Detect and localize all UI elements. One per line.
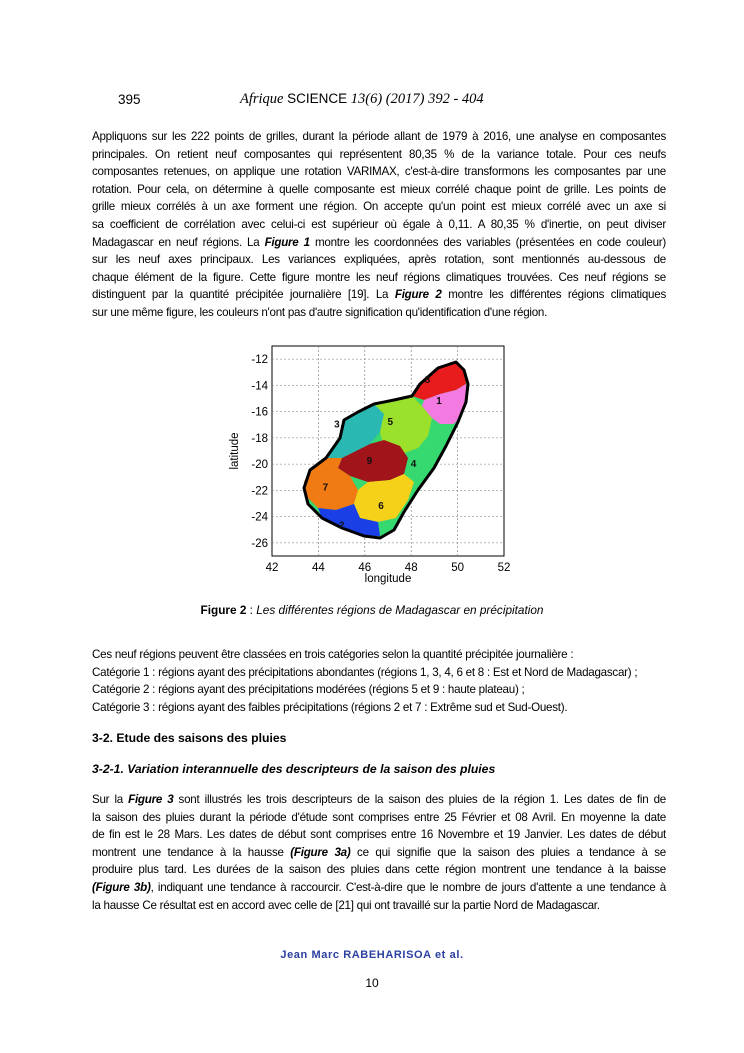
category-3: Catégorie 3 : régions ayant des faibles précipitations (régions 2 et 7 : Extrême sud et Sud-Ouest). — [92, 700, 568, 714]
x-tick-label: 42 — [265, 562, 279, 574]
region-label-6: 6 — [378, 500, 384, 512]
text-line: Appliquons sur les 222 points de grilles, durant la période allant de 1979 à 2016, une analyse en composantes — [92, 130, 666, 143]
section-heading: 3-2. Etude des saisons des pluies — [92, 731, 287, 745]
x-tick-label: 52 — [497, 562, 511, 574]
y-tick-label: -26 — [251, 537, 268, 550]
footer-page-number: 10 — [365, 976, 379, 990]
categories-list — [92, 646, 666, 716]
x-tick-label: 44 — [312, 562, 325, 574]
subsection-heading: 3-2-1. Variation interannuelle des descripteurs de la saison des pluies — [92, 762, 496, 776]
region-label-9: 9 — [366, 456, 373, 468]
figure-1-ref: Figure 1 — [264, 235, 310, 249]
y-tick-label: -16 — [251, 406, 268, 419]
text-line: chaque élément de la figure. Cette figure montre les neuf régions climatiques trouvées. Ces neuf régions se — [92, 270, 666, 284]
text-line: Madagascar en neuf régions. La Figure 1 montre les coordonnées des variables (présentées en code couleur) — [92, 235, 666, 249]
figure-caption: Figure 2 : Les différentes régions de Madagascar en précipitation — [200, 603, 544, 617]
text-line: sur les neuf axes principaux. Les variances expliquées, après rotation, sont mentionnés au-dessous de — [92, 253, 666, 267]
text-line: sa coefficient de corrélation avec celui-ci est supérieur où égale à 0,11. A 80,35 % d'inertie, on peut diviser — [92, 217, 666, 231]
region-label-1: 1 — [436, 395, 442, 407]
journal-name-italic: Afrique — [240, 91, 284, 107]
text-line: rotation. Pour cela, on détermine à quelle composante est mieux corrélé chaque point de grille. Les points de — [92, 182, 666, 196]
y-tick-label: -22 — [251, 485, 268, 498]
x-tick-label: 46 — [358, 562, 372, 574]
paragraph-intro — [92, 128, 666, 322]
category-1: Catégorie 1 : régions ayant des précipitations abondantes (régions 1, 3, 4, 6 et 8 : Est et Nord de Madagascar) ; — [92, 665, 638, 679]
categories-intro: Ces neuf régions peuvent être classées en trois catégories selon la quantité précipitée journalière : — [92, 648, 574, 661]
page-number: 395 — [118, 92, 141, 107]
y-tick-labels — [251, 354, 268, 550]
region-label-8: 8 — [424, 374, 431, 386]
figure-3b-ref: (Figure 3b) — [92, 880, 151, 894]
y-tick-label: -12 — [251, 354, 268, 367]
text-line: produire plus tard. Les durées de la saison des pluies dans cette région montrent une tendance à la baisse — [92, 863, 666, 877]
x-tick-label: 50 — [451, 562, 464, 574]
y-tick-label: -14 — [251, 380, 268, 393]
caption-label: Figure 2 — [200, 603, 247, 617]
x-axis-label: longitude — [364, 573, 412, 585]
text-line: grille mieux corrélés à un axe forment une région. On accepte qu'un point est mieux corrélé avec un axe si — [92, 200, 666, 214]
madagascar-regions-map — [218, 340, 518, 590]
x-tick-label: 48 — [404, 562, 418, 574]
category-2: Catégorie 2 : régions ayant des précipitations modérées (régions 5 et 9 : haute plateau) ; — [92, 683, 525, 696]
footer-authors: Jean Marc RABEHARISOA et al. — [280, 949, 464, 961]
figure-2-ref: Figure 2 — [394, 288, 442, 302]
text-line: principales. On retient neuf composantes qui représentent 80,35 % de la variance totale. Pour ces neufs — [92, 147, 666, 161]
figure-3a-ref: (Figure 3a) — [290, 845, 351, 859]
text-line: la hausse Ce résultat est en accord avec celle de [21] qui ont travaillé sur la partie Nord de Madagascar. — [92, 898, 600, 912]
journal-title — [240, 91, 484, 108]
region-label-2: 2 — [338, 520, 345, 532]
text-line: la saison des pluies durant la période d'étude sont comprises entre 25 Février et 08 Avril. En moyenne la date — [92, 810, 666, 824]
text-line: composantes retenues, on applique une rotation VARIMAX, c'est-à-dire transformons les composantes par une — [92, 165, 666, 179]
text-line: Sur la Figure 3 sont illustrés les trois descripteurs de la saison des pluies de la région 1. Les dates de fin de — [92, 793, 666, 806]
region-label-7: 7 — [322, 482, 329, 494]
text-line: (Figure 3b), indiquant une tendance à raccourcir. C'est-à-dire que le nombre de jours d'attente a une tendance à — [92, 880, 666, 894]
y-tick-label: -20 — [251, 459, 268, 472]
journal-issue: 13(6) (2017) 392 - 404 — [350, 91, 484, 107]
y-tick-label: -24 — [251, 511, 268, 524]
text-line: montrent une tendance à la hausse (Figure 3a) ce qui signifie que la saison des pluies a tendance à se — [92, 845, 666, 859]
caption-text: Les différentes régions de Madagascar en précipitation — [256, 603, 544, 617]
paragraph-results — [92, 791, 666, 914]
text-line: distinguent par la quantité précipitée journalière [19]. La Figure 2 montre les différentes régions climatiques — [92, 288, 666, 302]
region-label-3: 3 — [334, 419, 340, 431]
region-label-4: 4 — [410, 458, 417, 470]
y-axis-label: latitude — [229, 432, 241, 470]
y-tick-label: -18 — [251, 432, 268, 445]
text-line: de fin est le 28 Mars. Les dates de début sont comprises entre 16 Novembre et 19 Janvier. Les dates de début — [92, 828, 666, 842]
text-line: sur une même figure, les couleurs n'ont pas d'autre signification qu'identification d'une région. — [92, 305, 548, 319]
journal-name-caps: SCIENCE — [287, 91, 348, 106]
region-label-5: 5 — [387, 416, 394, 428]
figure-3-ref: Figure 3 — [128, 793, 174, 806]
